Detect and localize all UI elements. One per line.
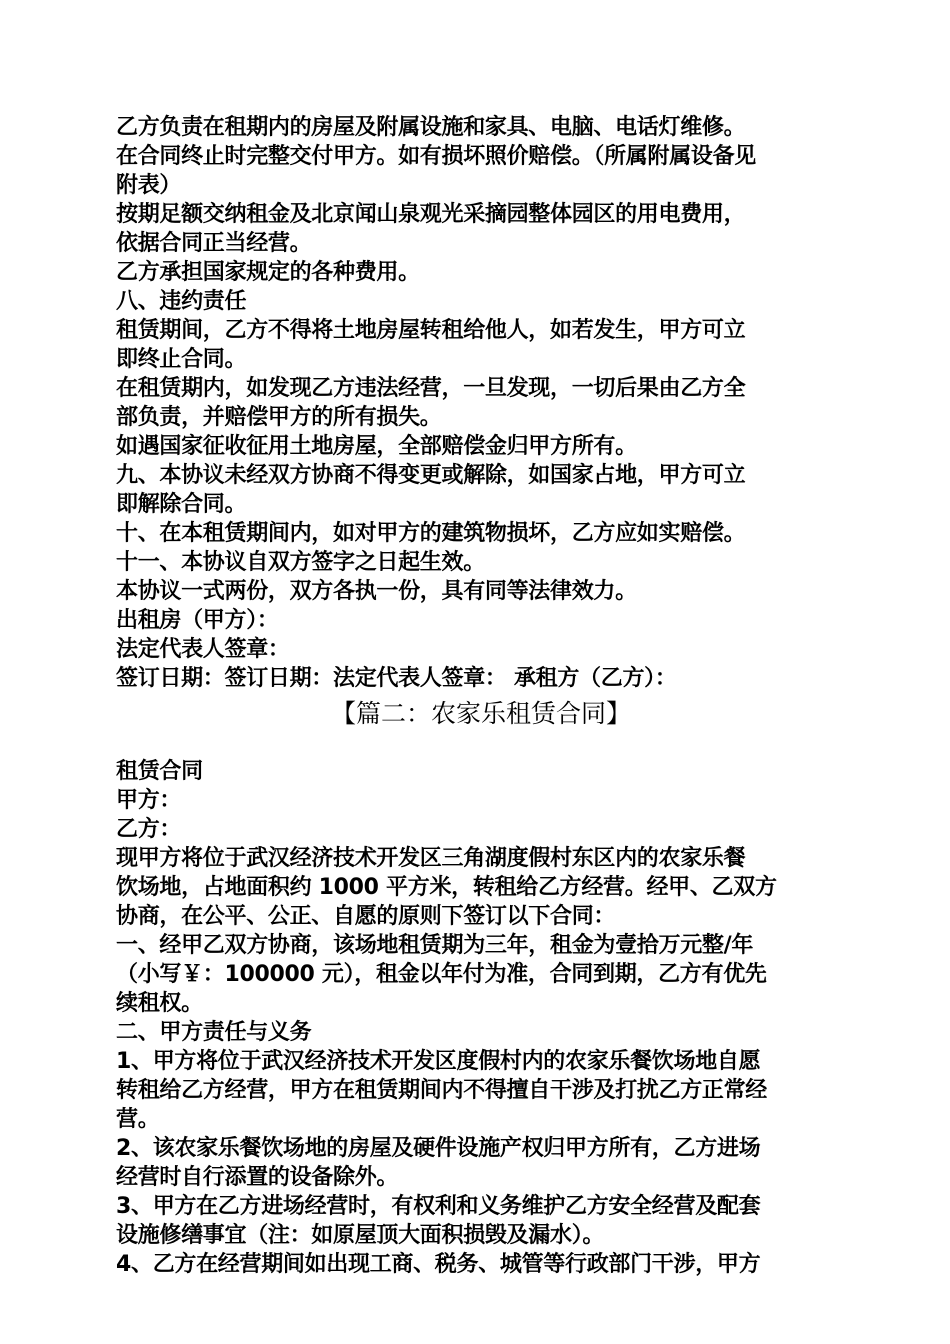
text-line: 在合同终止时完整交付甲方。如有损坏照价赔偿。（所属附属设备见 <box>116 144 757 169</box>
text-line: 营。 <box>116 1107 160 1132</box>
text-line: 部负责，并赔偿甲方的所有损失。 <box>116 405 442 430</box>
text-line: 甲方： <box>116 788 182 813</box>
text-line: 二、甲方责任与义务 <box>116 1020 312 1045</box>
contract-part-one <box>116 113 846 693</box>
text-line: 出租房（甲方）： <box>116 608 279 633</box>
text-line: 本协议一式两份，双方各执一份，具有同等法律效力。 <box>116 579 637 604</box>
text-line: 2、该农家乐餐饮场地的房屋及硬件设施产权归甲方所有，乙方进场 <box>116 1136 761 1161</box>
text-line: 转租给乙方经营，甲方在租赁期间内不得擅自干涉及打扰乙方正常经 <box>116 1078 768 1103</box>
text-line: 乙方负责在租期内的房屋及附属设施和家具、电脑、电话灯维修。 <box>116 115 746 140</box>
text-line: 一、经甲乙双方协商，该场地租赁期为三年，租金为壹拾万元整/年 <box>116 933 754 958</box>
text-line: 3、甲方在乙方进场经营时，有权利和义务维护乙方安全经营及配套 <box>116 1194 761 1219</box>
text-line: 租赁合同 <box>116 759 203 784</box>
text-line: （小写￥：100000 元），租金以年付为准，合同到期，乙方有优先 <box>116 962 767 987</box>
text-line: 经营时自行添置的设备除外。 <box>116 1165 399 1190</box>
text-line: 签订日期：签订日期：法定代表人签章： 承租方（乙方）： <box>116 666 677 691</box>
document-body <box>116 113 846 1279</box>
text-line: 续租权。 <box>116 991 203 1016</box>
section-heading: 【篇二：农家乐租赁合同】 <box>330 699 631 728</box>
text-line: 依据合同正当经营。 <box>116 231 312 256</box>
text-line: 八、违约责任 <box>116 289 247 314</box>
text-line: 4、乙方在经营期间如出现工商、税务、城管等行政部门干涉，甲方 <box>116 1252 761 1277</box>
text-line: 设施修缮事宜（注：如原屋顶大面积损毁及漏水）。 <box>116 1223 605 1248</box>
text-line: 乙方承担国家规定的各种费用。 <box>116 260 420 285</box>
text-line: 乙方： <box>116 817 182 842</box>
text-line: 十、在本租赁期间内，如对甲方的建筑物损坏，乙方应如实赔偿。 <box>116 521 746 546</box>
text-line: 如遇国家征收征用土地房屋，全部赔偿金归甲方所有。 <box>116 434 637 459</box>
text-line: 按期足额交纳租金及北京闻山泉观光采摘园整体园区的用电费用， <box>116 202 746 227</box>
text-line: 协商，在公平、公正、自愿的原则下签订以下合同： <box>116 904 616 929</box>
text-line: 现甲方将位于武汉经济技术开发区三角湖度假村东区内的农家乐餐 <box>116 846 746 871</box>
text-line: 在租赁期内，如发现乙方违法经营，一旦发现，一切后果由乙方全 <box>116 376 746 401</box>
text-line: 1、甲方将位于武汉经济技术开发区度假村内的农家乐餐饮场地自愿 <box>116 1049 761 1074</box>
text-line: 附表） <box>116 173 182 198</box>
text-line: 九、本协议未经双方协商不得变更或解除，如国家占地，甲方可立 <box>116 463 746 488</box>
text-line: 即终止合同。 <box>116 347 247 372</box>
text-line: 法定代表人签章： <box>116 637 290 662</box>
contract-part-two <box>116 757 846 1279</box>
text-line: 十一、本协议自双方签字之日起生效。 <box>116 550 485 575</box>
text-line: 饮场地，占地面积约 1000 平方米，转租给乙方经营。经甲、乙双方 <box>116 875 777 900</box>
text-line: 租赁期间，乙方不得将土地房屋转租给他人，如若发生，甲方可立 <box>116 318 746 343</box>
text-line: 即解除合同。 <box>116 492 247 517</box>
